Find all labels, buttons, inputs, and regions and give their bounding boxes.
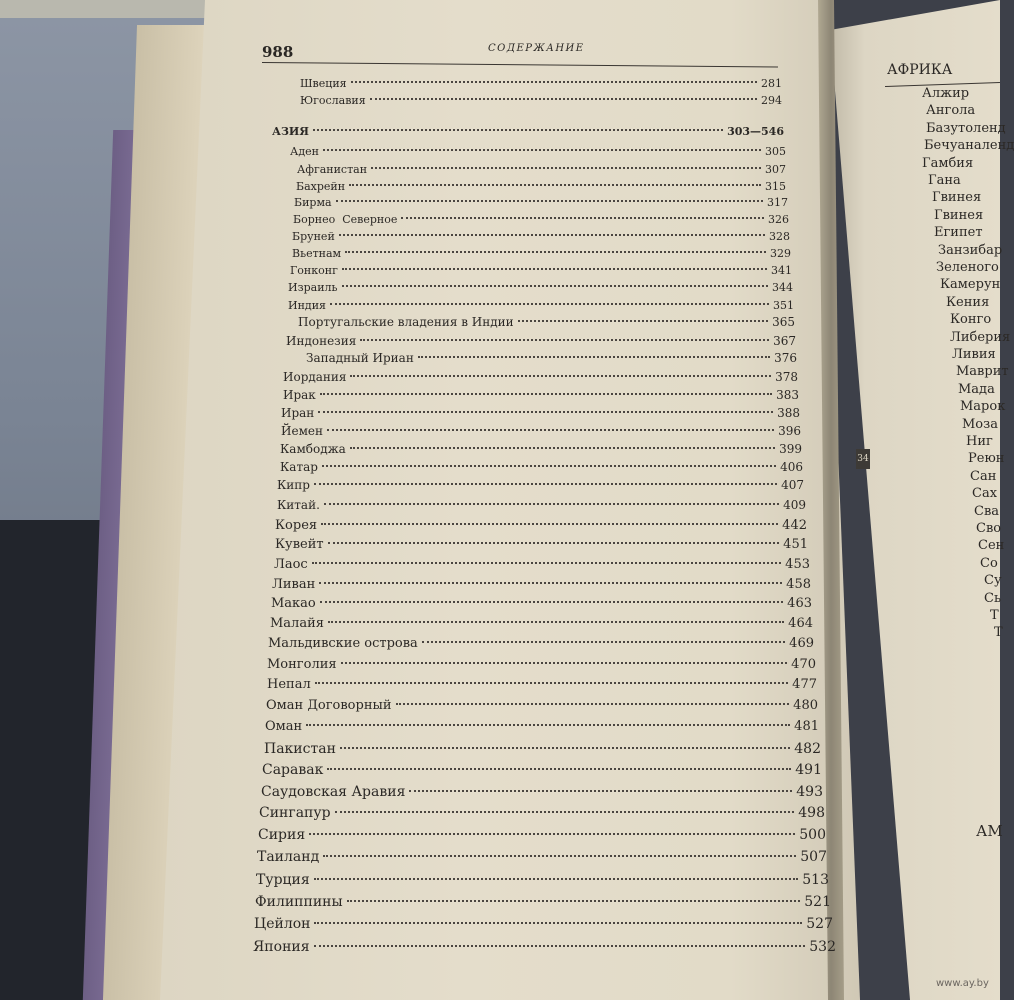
toc-entry-page: 396 — [778, 424, 801, 438]
right-page-entry: Маврит — [956, 364, 1009, 380]
toc-entry-page: 458 — [786, 577, 811, 592]
watermark: www.ay.by — [936, 978, 989, 989]
toc-entry-label: Иордания — [283, 370, 347, 384]
right-page-bottom-fragment: АМ — [976, 822, 1003, 840]
right-page-entry: Т — [994, 625, 1003, 641]
leader-dots — [322, 453, 776, 467]
leader-dots — [336, 189, 763, 202]
toc-entry-page: 294 — [761, 94, 782, 107]
toc-entry-page: 351 — [773, 299, 794, 312]
leader-dots — [309, 819, 795, 835]
leader-dots — [370, 87, 757, 100]
leader-dots — [422, 628, 785, 643]
toc-entry — [257, 845, 827, 865]
toc-entry-label: Турция — [256, 872, 310, 888]
toc-entry-page: 399 — [779, 442, 802, 456]
right-page-section-title: АФРИКА — [887, 62, 953, 78]
right-page-entry: Моза — [962, 416, 998, 432]
leader-dots — [345, 240, 766, 253]
right-page-entry: Ниг — [966, 434, 993, 449]
toc-entry-page: 383 — [776, 388, 799, 402]
right-page-entry: Сво — [976, 521, 1002, 536]
right-page-entry: Конго — [950, 312, 992, 328]
toc-entry-page: 341 — [771, 264, 792, 277]
leader-dots — [320, 381, 772, 395]
toc-entry — [259, 801, 825, 821]
leader-dots — [312, 549, 781, 564]
leader-dots — [341, 649, 788, 664]
right-page-entry: Ангола — [926, 103, 976, 119]
toc-entry — [255, 890, 831, 910]
right-page-entry: Ливия — [952, 347, 996, 362]
toc-entry-label: Япония — [253, 939, 310, 955]
leader-dots — [330, 292, 769, 305]
toc-entry-label: Израиль — [288, 281, 338, 294]
leader-dots — [371, 156, 761, 169]
leader-dots — [314, 931, 806, 947]
toc-entry-page: 365 — [772, 315, 795, 329]
right-page-entry: Либерия — [950, 329, 1011, 345]
toc-entry-page: 388 — [777, 406, 800, 420]
leader-dots — [319, 569, 782, 584]
right-page-entry: Зеленого — [936, 260, 999, 275]
toc-entry-label: Кувейт — [275, 537, 324, 552]
right-page-entry: Гвинея — [934, 207, 984, 223]
right-page-entry: Египет — [934, 225, 983, 241]
right-page-entry: Со — [980, 555, 998, 571]
page-number: 988 — [262, 43, 294, 61]
leader-dots — [351, 70, 757, 83]
toc-entry-label: Камбоджа — [280, 442, 346, 456]
leader-dots — [396, 690, 790, 705]
right-page-entry: Гана — [928, 173, 961, 188]
toc-entry-page: 344 — [772, 281, 793, 294]
leader-dots — [318, 399, 773, 413]
right-page-entry: Сва — [974, 503, 1000, 519]
right-page-entry: Гвинея — [932, 190, 982, 206]
toc-entry-page: 326 — [768, 213, 789, 226]
toc-entry-label: Пакистан — [264, 741, 336, 757]
toc-entry-label: Катар — [280, 460, 318, 474]
toc-entry-label: Цейлон — [254, 916, 311, 932]
toc-entry — [253, 935, 836, 955]
toc-entry-label: Йемен — [281, 424, 323, 438]
toc-entry — [300, 91, 782, 111]
leader-dots — [327, 417, 774, 431]
toc-entry-page: 527 — [806, 916, 833, 932]
leader-dots — [324, 491, 779, 505]
leader-dots — [349, 173, 761, 186]
toc-entry-label: Оман — [265, 719, 303, 734]
leader-dots — [313, 118, 723, 131]
leader-dots — [315, 669, 788, 684]
right-page-entry: Бечуаналенд — [924, 138, 1014, 154]
right-page-entry: Занзибар — [938, 242, 1003, 258]
leader-dots — [328, 529, 780, 544]
right-page-entry: Марок — [960, 399, 1006, 415]
toc-entry-page: 376 — [774, 351, 797, 365]
leader-dots — [347, 886, 801, 902]
toc-entry-label: Борнео Северное — [293, 213, 398, 226]
leader-dots — [321, 510, 778, 525]
right-page-entry: Су — [984, 573, 1002, 589]
toc-entry-label: Корея — [275, 518, 318, 533]
toc-entry — [262, 758, 822, 778]
toc-entry-label: Бирма — [294, 196, 332, 209]
right-page-entry: Реюн — [968, 451, 1005, 467]
page-tab-mark: 34 — [856, 449, 870, 469]
toc-entry-label: Гонконг — [290, 264, 338, 277]
toc-entry-label: Филиппины — [255, 894, 343, 910]
toc-entry-page: 328 — [769, 230, 790, 243]
leader-dots — [339, 223, 765, 236]
right-page-entry: Мада — [958, 381, 995, 397]
toc-entry-label: Югославия — [300, 94, 366, 107]
toc-entry-label: Саудовская Аравия — [261, 784, 406, 800]
leader-dots — [401, 206, 764, 219]
leader-dots — [314, 864, 799, 880]
toc-entry-page: 463 — [787, 596, 812, 611]
toc-entry-page: 521 — [804, 894, 831, 910]
leader-dots — [342, 257, 767, 270]
toc-entry-label: Китай. — [277, 498, 320, 512]
toc-entry-page: 493 — [796, 784, 823, 800]
leader-dots — [418, 344, 770, 358]
leader-dots — [340, 733, 790, 749]
toc-entry-label: Португальские владения в Индии — [298, 315, 514, 329]
toc-entry-page: 532 — [809, 939, 836, 955]
toc-entry-label: Афганистан — [297, 163, 368, 176]
toc-entry-label: Лаос — [274, 557, 308, 572]
toc-entry-page: 407 — [781, 478, 804, 492]
toc-entry — [254, 912, 833, 932]
toc-entry-page: 480 — [793, 698, 818, 713]
toc-entry-label: Мальдивские острова — [268, 636, 418, 651]
leader-dots — [409, 776, 792, 792]
toc-entry-label: Оман Договорный — [266, 698, 392, 713]
leader-dots — [314, 908, 802, 924]
toc-entry-page: 303—546 — [727, 125, 784, 138]
leader-dots — [320, 588, 783, 603]
right-page-entry: Т — [990, 608, 999, 623]
leader-dots — [323, 841, 796, 857]
toc-entry-page: 507 — [800, 849, 827, 865]
toc-entry-page: 281 — [761, 77, 782, 90]
toc-entry-label: Малайя — [270, 616, 324, 631]
toc-entry-label: Саравак — [262, 762, 324, 778]
toc-entry-label: Бахрейн — [296, 180, 346, 193]
toc-entry-label: Макао — [271, 596, 316, 611]
leader-dots — [350, 363, 771, 377]
leader-dots — [323, 138, 761, 151]
toc-entry-page: 406 — [780, 460, 803, 474]
toc-entry-label: Аден — [290, 145, 319, 158]
toc-entry-label: Индонезия — [286, 334, 357, 348]
toc-entry-label: Таиланд — [257, 849, 320, 865]
toc-entry-page: 305 — [765, 145, 786, 158]
leader-dots — [306, 711, 790, 726]
leader-dots — [335, 797, 795, 813]
toc-entry-label: Сирия — [258, 827, 306, 843]
toc-entry-label: Сингапур — [259, 805, 331, 821]
toc-entry-page: 442 — [782, 518, 807, 533]
toc-entry-label: Непал — [267, 677, 311, 692]
toc-entry-page: 367 — [773, 334, 796, 348]
right-page-entry: Кения — [946, 294, 990, 310]
toc-entry-page: 469 — [789, 636, 814, 651]
leader-dots — [518, 308, 768, 322]
right-page-entry: Сах — [972, 486, 998, 502]
leader-dots — [328, 608, 784, 623]
leader-dots — [342, 274, 769, 287]
toc-entry-label: Швеция — [300, 77, 347, 90]
right-page-entry: Сь — [984, 590, 1002, 606]
toc-entry-page: 498 — [798, 805, 825, 821]
toc-entry-page: 500 — [799, 827, 826, 843]
leader-dots — [314, 471, 777, 485]
toc-entry-page: 464 — [788, 616, 813, 631]
right-page-entry: Сен — [978, 538, 1005, 554]
right-page-entry: Алжир — [922, 86, 970, 101]
toc-entry — [258, 823, 826, 843]
toc-entry-label: Индия — [288, 299, 326, 312]
toc-entry-label: Ливан — [272, 577, 316, 592]
toc-entry-label: Кипр — [277, 478, 310, 492]
toc-entry-page: 307 — [765, 163, 786, 176]
toc-entry-page: 315 — [765, 180, 786, 193]
toc-entry-page: 481 — [794, 719, 819, 734]
toc-entry-page: 451 — [783, 537, 808, 552]
toc-entry-label: Бруней — [292, 230, 335, 243]
leader-dots — [360, 327, 769, 341]
toc-entry-label: Монголия — [267, 657, 337, 672]
toc-entry-label: Вьетнам — [292, 247, 342, 260]
right-page-entry: Базутоленд — [926, 120, 1006, 136]
toc-entry-page: 470 — [791, 657, 816, 672]
leader-dots — [350, 435, 775, 449]
right-page-entry: Камерун — [940, 277, 1001, 293]
toc-entry-label: Иран — [281, 406, 315, 420]
toc-entry-page: 329 — [770, 247, 791, 260]
toc-entry — [265, 715, 819, 735]
running-head: СОДЕРЖАНИЕ — [488, 43, 585, 54]
toc-entry-label: Ирак — [283, 388, 316, 402]
right-page-entry: Сан — [970, 468, 997, 484]
toc-entry-page: 378 — [775, 370, 798, 384]
right-page-entry: Гамбия — [922, 155, 974, 171]
toc-entry-page: 491 — [795, 762, 822, 778]
toc-entry-page: 477 — [792, 677, 817, 692]
toc-entry-page: 513 — [802, 872, 829, 888]
toc-entry-page: 409 — [783, 498, 806, 512]
toc-entry-page: 482 — [794, 741, 821, 757]
toc-entry-page: 317 — [767, 196, 788, 209]
toc-entry-label: АЗИЯ — [272, 125, 309, 138]
toc-entry — [256, 868, 829, 888]
toc-entry-page: 453 — [785, 557, 810, 572]
leader-dots — [327, 754, 791, 770]
toc-entry-label: Западный Ириан — [306, 351, 414, 365]
